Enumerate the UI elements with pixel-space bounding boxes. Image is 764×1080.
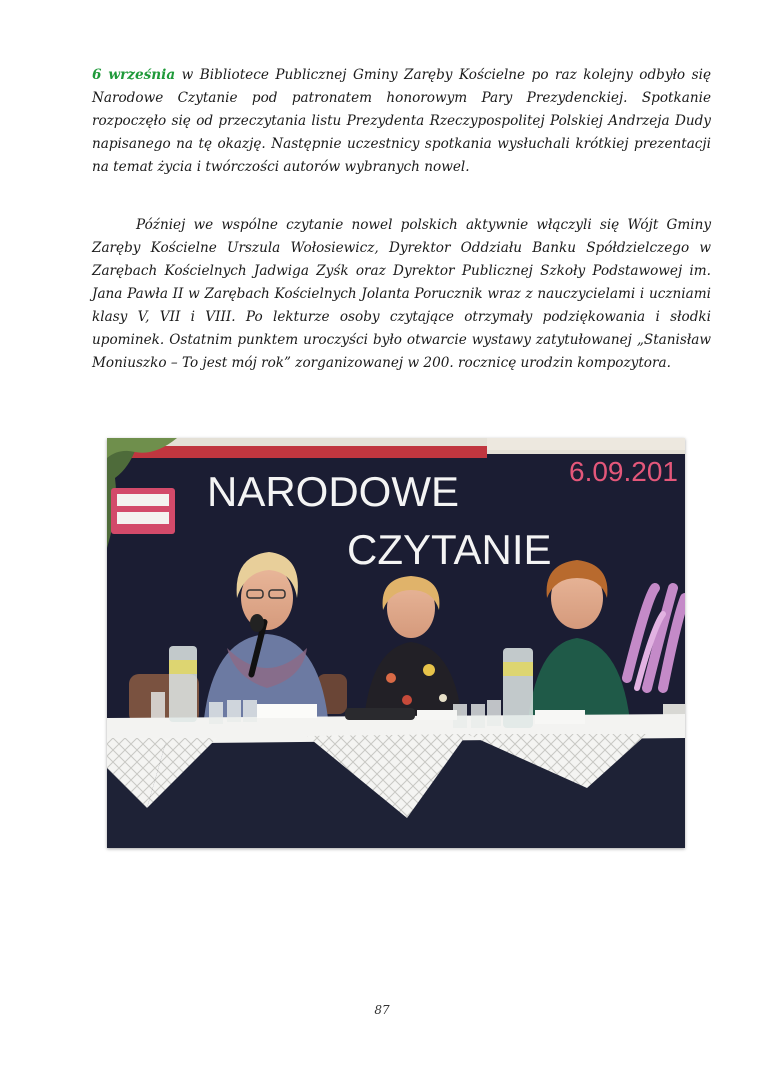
banner-title-line2: CZYTANIE (347, 526, 552, 573)
paragraph-intro (92, 64, 711, 179)
banner-title-line1: NARODOWE (207, 468, 459, 515)
paragraph-details: Później we wspólne czytanie nowel polskich aktywnie włączyli się Wójt Gminy Zaręby Kościelne Urszula Wołosiewicz, Dyrektor Oddziału Banku Spółdzielczego w Zarębach Kościelnych Jadwiga Zyśk oraz Dyrektor Publicznej Szkoły Podstawowej im. Jana Pawła II w Zarębach Kościelnych Jolanta Porucznik wraz z nauczycielami i uczniami klasy V, VII i VIII. Po lekturze osoby czytające otrzymały podziękowania i słodki upominek. Ostatnim punktem uroczyści było otwarcie wystawy zatytułowanej „Stanisław Moniuszko – To jest mój rok” zorganizowanej w 200. rocznicę urodzin kompozytora. (92, 217, 711, 371)
water-jug-right (503, 648, 533, 728)
paragraph-intro-text: w Bibliotece Publicznej Gminy Zaręby Kościelne po raz kolejny odbyło się Narodowe Czytanie pod patronatem honorowym Pary Prezydenckiej. Spotkanie rozpoczęło się od przeczytania listu Prezydenta Rzeczypospolitej Polskiej Andrzeja Dudy napisanego na tę okazję. Następnie uczestnicy spotkania wysłuchali krótkiej prezentacji na temat życia i twórczości autorów wybranych nowel. (92, 67, 711, 175)
page-number: 87 (374, 1003, 390, 1017)
banner-date: 6.09.201 (569, 456, 678, 487)
water-jug-left (169, 646, 197, 722)
book-logo (111, 488, 175, 534)
event-date: 6 września (92, 67, 176, 83)
event-photo (107, 438, 685, 848)
